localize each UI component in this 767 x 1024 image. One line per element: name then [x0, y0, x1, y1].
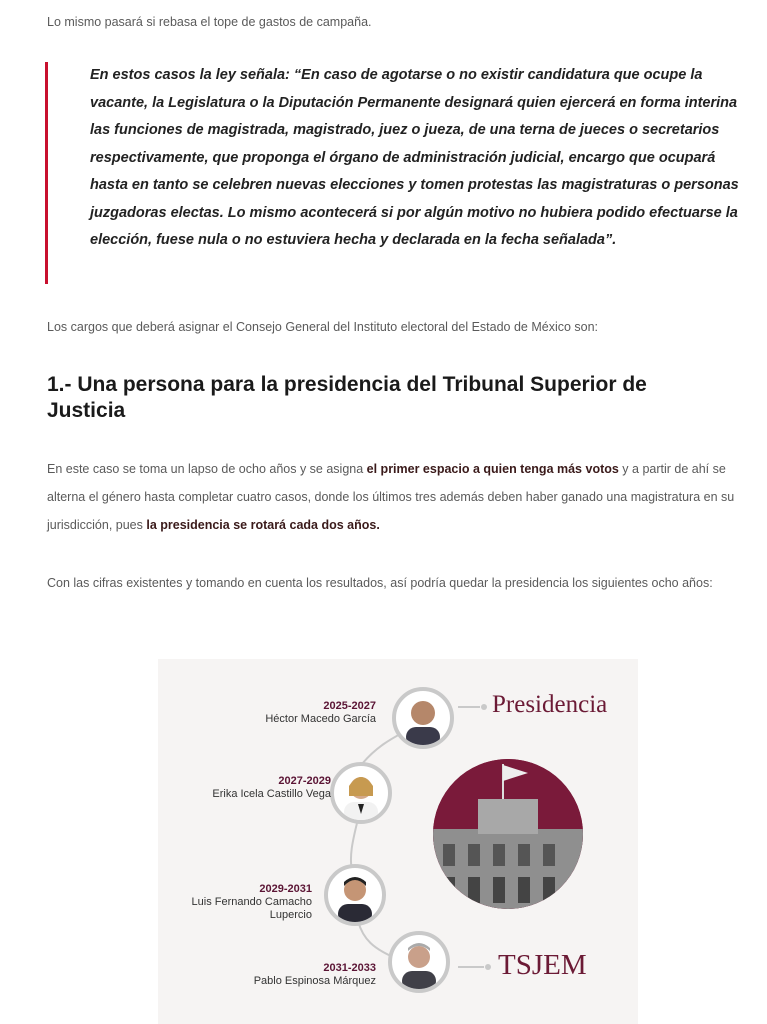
- avatar-luis-camacho: [324, 864, 386, 926]
- entry-2025: [176, 699, 376, 726]
- presidencia-brand: Presidencia: [492, 691, 608, 718]
- entry-2027: [158, 774, 331, 801]
- person-icon: [328, 868, 382, 922]
- courthouse-icon: [433, 759, 583, 909]
- section-heading: 1.- Una persona para la presidencia del Tribunal Superior de Justicia: [47, 373, 647, 422]
- para1-bold-b: el primer espacio a quien tenga más votos: [366, 462, 619, 476]
- entry-years: 2027-2029: [278, 775, 331, 787]
- person-icon: [396, 691, 450, 745]
- entry-years: 2029-2031: [259, 883, 312, 895]
- presidency-infographic: [158, 659, 638, 1024]
- para1-text-a: En este caso se toma un lapso de ocho años y se asigna: [47, 462, 367, 476]
- entry-2031: [176, 961, 376, 988]
- quote-text: En estos casos la ley señala: “En caso de agotarse o no existir candidatura que ocupe la vacante, la Legislatura o la Diputación Permanente designará quien ejercerá en forma interina las funciones de magistrada, magistrado, juez o jueza, de una terna de jueces o secretarios respectivamente, que proponga el órgano de administración judicial, encargo que ocupará hasta en tanto se celebren nuevas elecciones y tomen protestas las magistraturas o personas juzgadoras electas. Lo mismo acontecerá si por algún motivo no hubiera podido efectuarse la elección, fuese nula o no estuviera hecha y declarada en la fecha señalada”.: [90, 67, 739, 248]
- entry-name-line1: Luis Fernando Camacho: [191, 896, 312, 908]
- entry-name: Erika Icela Castillo Vega: [212, 788, 331, 800]
- blockquote: [45, 62, 748, 284]
- entry-years: 2031-2033: [323, 962, 376, 974]
- avatar-erika-castillo: [330, 762, 392, 824]
- para1-text-c: y a partir de ahí se alterna el género hasta completar cuatro casos, donde los últimos tres además deben haber ganado una magistratura en su jurisdicción, pues: [47, 462, 735, 532]
- entry-name: Pablo Espinosa Márquez: [253, 975, 376, 987]
- person-icon: [334, 766, 388, 820]
- courthouse-image: [433, 759, 583, 909]
- para1-bold-d: la presidencia se rotará cada dos años.: [146, 518, 380, 532]
- cargos-paragraph: Los cargos que deberá asignar el Consejo General del Instituto electoral del Estado de México son:: [47, 320, 599, 334]
- person-icon: [392, 935, 446, 989]
- entry-2029: [158, 882, 312, 922]
- entry-name: Héctor Macedo García: [265, 713, 376, 725]
- avatar-pablo-espinosa: [388, 931, 450, 993]
- body-paragraph-1: [47, 455, 747, 539]
- body-paragraph-2: Con las cifras existentes y tomando en cuenta los resultados, así podría quedar la presidencia los siguientes ocho años:: [47, 576, 713, 590]
- tsjem-brand: TSJEM: [498, 949, 587, 981]
- avatar-hector-macedo: [392, 687, 454, 749]
- intro-paragraph: Lo mismo pasará si rebasa el tope de gastos de campaña.: [47, 15, 372, 29]
- entry-name-line2: Lupercio: [269, 909, 312, 921]
- entry-years: 2025-2027: [323, 700, 376, 712]
